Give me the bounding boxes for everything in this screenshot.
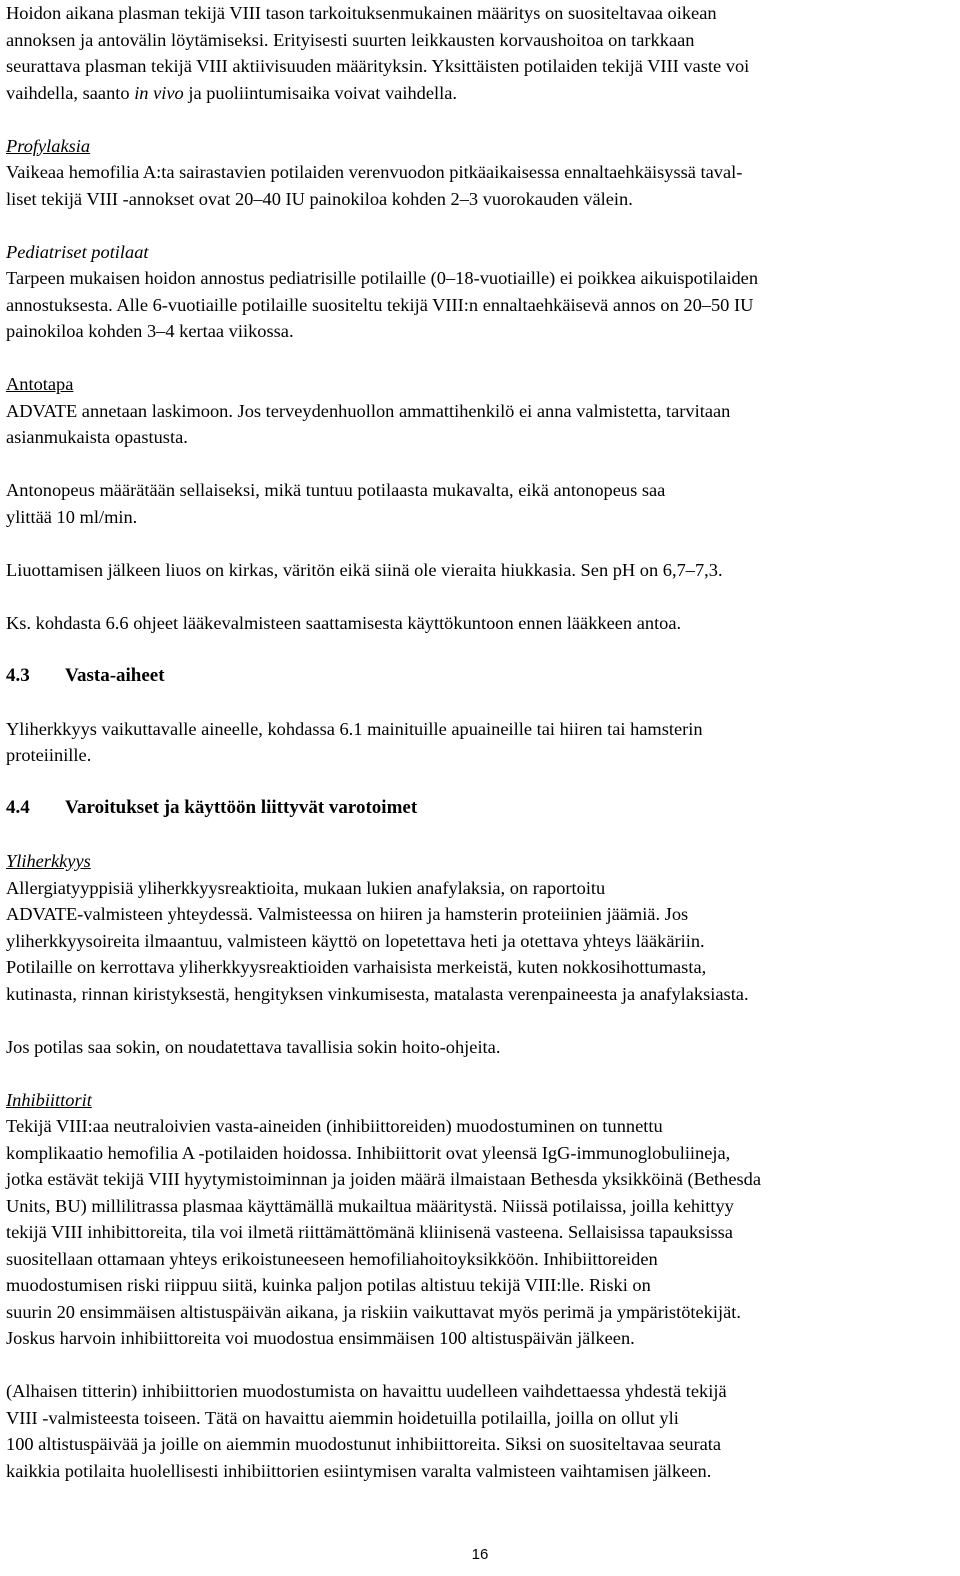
text-line: VIII -valmisteesta toiseen. Tätä on havaittu aiemmin hoidetuilla potilailla, joilla on ollut yli (6, 1407, 679, 1428)
text-line: ylittää 10 ml/min. (6, 506, 138, 527)
text-line: Hoidon aikana plasman tekijä VIII tason tarkoituksenmukainen määritys on suositeltavaa oikean (6, 3, 717, 23)
pediatriset-heading: Pediatriset potilaat (6, 241, 149, 262)
text-line: 100 altistuspäivää ja joille on aiemmin muodostunut inhibiittoreita. Siksi on suositeltavaa seurata (6, 1434, 722, 1454)
pediatriset-section (6, 239, 954, 345)
text-run: ja puoliintumisaika voivat vaihdella. (183, 82, 457, 103)
profylaksia-heading: Profylaksia (6, 135, 91, 156)
section-number: 4.3 (6, 664, 30, 686)
text-line: kaikkia potilaita huolellisesti inhibiittorien esiintymisen varalta valmisteen vaihtamisen jälkeen. (6, 1460, 712, 1481)
text-line: annostuksesta. Alle 6-vuotiaille potilaille suositeltu tekijä VIII:n ennaltaehkäisevä annos on 20–50 IU (6, 294, 754, 315)
text-line: Yliherkkyys vaikuttavalle aineelle, kohdassa 6.1 mainituille apuaineille tai hiiren tai hamsterin (6, 718, 703, 739)
text-line: Tarpeen mukaisen hoidon annostus pediatrisille potilaille (0–18-vuotiaille) ei poikkea aikuispotilaiden (6, 268, 759, 288)
text-line: Tekijä VIII:aa neutraloivien vasta-aineiden (inhibiittoreiden) muodostuminen on tunnettu (6, 1116, 663, 1136)
text-line: Vaikeaa hemofilia A:ta sairastavien potilaiden verenvuodon pitkäaikaisessa ennaltaehkäisyssä taval- (6, 162, 743, 182)
yliherkkyys-heading: Yliherkkyys (6, 851, 91, 871)
text-line: (Alhaisen titterin) inhibiittorien muodostumista on havaittu uudelleen vaihdettaessa yhdestä tekijä (6, 1381, 727, 1401)
text-line: annoksen ja antovälin löytämiseksi. Erityisesti suurten leikkausten korvaushoitoa on tarkkaan (6, 29, 695, 50)
text-line: Liuottamisen jälkeen liuos on kirkas, väritön eikä siinä ole vieraita hiukkasia. Sen pH on 6,7–7,3. (6, 559, 723, 580)
text-line: proteiinille. (6, 745, 92, 765)
text-line: yliherkkyysoireita ilmaantuu, valmisteen käyttö on lopetettava heti ja otettava yhteys lääkäriin. (6, 930, 705, 951)
inhibiittorit-section (6, 1087, 954, 1485)
text-line: Potilaille on kerrottava yliherkkyysreaktioiden varhaisista merkeistä, kuten nokkosihottumasta, (6, 957, 707, 977)
text-line: Ks. kohdasta 6.6 ohjeet lääkevalmisteen saattamisesta käyttökuntoon ennen lääkkeen antoa. (6, 612, 682, 633)
section-4-3 (6, 663, 954, 769)
text-line: ADVATE annetaan laskimoon. Jos terveydenhuollon ammattihenkilö ei anna valmistetta, tarvitaan (6, 400, 731, 421)
antotapa-heading: Antotapa (6, 374, 74, 394)
italic-term: in vivo (134, 82, 184, 103)
text-line: Allergiatyyppisiä yliherkkyysreaktioita, mukaan lukien anafylaksia, on raportoitu (6, 877, 606, 898)
text-line: komplikaatio hemofilia A -potilaiden hoidossa. Inhibiittorit ovat yleensä IgG-immunoglobuliineja, (6, 1142, 731, 1163)
text-line: suurin 20 ensimmäisen altistuspäivän aikana, ja riskiin vaikuttavat myös perimä ja ympäristötekijät. (6, 1301, 741, 1322)
text-line: tekijä VIII inhibittoreita, tila voi ilmetä riittämättömänä kliinisenä vasteena. Sellaisissa tapauksissa (6, 1222, 733, 1242)
text-line: Joskus harvoin inhibiittoreita voi muodostua ensimmäisen 100 altistuspäivän jälkeen. (6, 1328, 635, 1348)
section-heading (6, 663, 954, 690)
section-4-4 (6, 795, 954, 822)
text-line (6, 80, 954, 107)
text-line: liset tekijä VIII -annokset ovat 20–40 IU painokiloa kohden 2–3 vuorokauden välein. (6, 188, 633, 209)
section-heading (6, 795, 954, 822)
text-line: painokiloa kohden 3–4 kertaa viikossa. (6, 321, 294, 341)
text-line: Antonopeus määrätään sellaiseksi, mikä tuntuu potilaasta mukavalta, eikä antonopeus saa (6, 480, 666, 500)
section-number: 4.4 (6, 797, 30, 818)
text-line: asianmukaista opastusta. (6, 427, 188, 447)
text-run: vaihdella, saanto (6, 82, 135, 103)
text-line: muodostumisen riski riippuu siitä, kuinka paljon potilas altistuu tekijä VIII:lle. Riski on (6, 1275, 651, 1295)
text-line: seurattava plasman tekijä VIII aktiivisuuden määrityksin. Yksittäisten potilaiden tekijä VIII vaste voi (6, 56, 750, 76)
inhibiittorit-heading: Inhibiittorit (6, 1089, 92, 1110)
text-line: Jos potilas saa sokin, on noudatettava tavallisia sokin hoito-ohjeita. (6, 1036, 501, 1057)
yliherkkyys-section (6, 848, 954, 1060)
section-title: Varoitukset ja käyttöön liittyvät varotoimet (65, 797, 418, 818)
text-line: kutinasta, rinnan kiristyksestä, hengityksen vinkumisesta, matalasta verenpaineesta ja anafylaksiasta. (6, 983, 749, 1004)
text-line: jotka estävät tekijä VIII hyytymistoiminnan ja joiden määrä ilmaistaan Bethesda yksikköinä (Bethesda (6, 1169, 762, 1189)
document-page (6, 0, 954, 1484)
intro-paragraph (6, 0, 954, 106)
profylaksia-section (6, 133, 954, 213)
antotapa-section (6, 371, 954, 636)
text-line: Units, BU) millilitrassa plasmaa käyttämällä mukailtua määritystä. Niissä potilaissa, joilla kehittyy (6, 1195, 734, 1216)
section-title: Vasta-aiheet (65, 664, 165, 686)
page-number: 16 (471, 1546, 489, 1563)
text-line: ADVATE-valmisteen yhteydessä. Valmisteessa on hiiren ja hamsterin proteiinien jäämiä. Jos (6, 904, 689, 924)
text-line: suositellaan ottamaan yhteys erikoistuneeseen hemofiliahoitoyksikköön. Inhibiittoreiden (6, 1248, 658, 1269)
